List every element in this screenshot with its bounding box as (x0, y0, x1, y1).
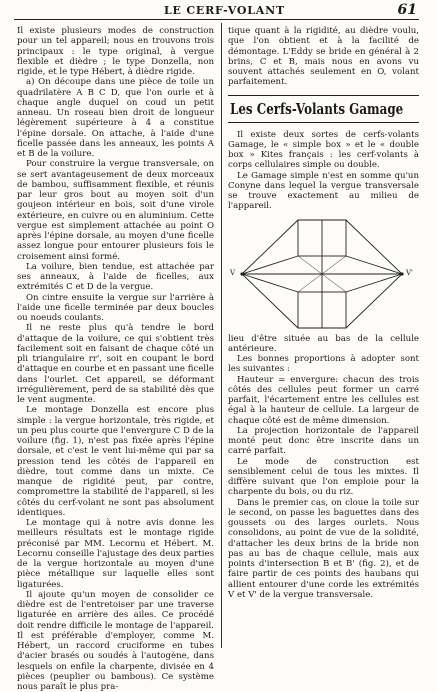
paragraph: Pour construire la vergue transversale, on se sert avantageusement de deux morceaux de bambou, suffisamment flexible, et réunis par leur gros bout au moyen soit d'un goujeon intérieur en bois, soit d'une virole extérieure, en cuivre ou en aluminium. Cette vergue est simplement attachée au point O après l'épine dorsale, au moyen d'une ficelle assez longue pour entourer plusieurs fois le croisement ainsi formé. (17, 159, 214, 262)
paragraph: Hauteur = envergure: chacun des trois côtés des cellules peut former un carré parfait, l'écartement entre les cellules est égal à la hauteur de cellule. La largeur de chaque côté est de même dimension. (228, 374, 419, 426)
paragraph: Le montage qui à notre avis donne les meilleurs résultats est le montage rigide préconisé par MM. Lecornu et Hébert. M. Lecornu conseille l'ajustage des deux parties de la vergue horizontale au moyen d'une pièce métallique sur laquelle elles sont ligaturées. (17, 518, 214, 590)
paragraph: Il ne reste plus qu'à tendre le bord d'attaque de la voilure, ce qui s'obtient très facilement soit en faisant de chaque côté un pli triangulaire rr', soit en coupant le bord d'attaque en courbe et en passant une ficelle dans l'ourlet. Cet appareil, se déformant irrégulièrement, perd de sa stabilité dès que le vent augmente. (17, 323, 214, 405)
bridle-line (346, 274, 402, 292)
column-divider (221, 23, 222, 648)
section-rule-top (228, 95, 419, 96)
paragraph: Il existe plusieurs modes de construction pour un tel appareil; nous en trouvons trois principaux : le type original, à vergue flexible et dièdre ; le type Donzella, non rigide, et le type Hébert, à dièdre rigide. (17, 26, 214, 77)
continuation-paragraph: tique quant à la rigidité, au dièdre voulu, que l'on obtient et à la facilité de démontage. L'Eddy se bride en général à 2 brins, C et B, mais nous en avons vu souvent attachés seulement en O, volant parfaitement. (228, 26, 419, 88)
section-rule-bottom (228, 122, 419, 123)
paragraph: Dans le premier cas, on cloue la toile sur le second, on passe les baguettes dans des goussets ou des larges ourlets. Nous consolidons, au point de vue de la solidité, d'attacher les deux brins de la bride non pas au bas de chaque cellule, mais aux points d'intersection B et B' (fig. 2), et de faire partir de ces points des haubans qui allient entourer d'une corde les extrémités V et V' de la vergue transversale. (228, 497, 419, 600)
right-column (228, 26, 419, 600)
paragraph: Le montage Donzella est encore plus simple : la vergue horizontale, très rigide, et un peu plus courte que l'envergure C D de la voilure (fig. 1), n'est pas fixée après l'épine dorsale, et c'est le vent lui-même qui par sa pression tend les côtés de l'appareil en dièdre, tout comme dans un mixte. Ce manque de rigidité peut, par contre, compromettre la stabilité de l'appareil, si les côtés du cerf-volant ne sont pas absolument identiques. (17, 405, 214, 518)
left-column (17, 26, 214, 692)
page-number: 61 (397, 2, 417, 18)
paragraph: Le Gamage simple n'est en somme qu'un Conyne dans lequel la vergue transversale se trouve exactement au milieu de l'appareil. (228, 170, 419, 212)
spar-end-point (240, 272, 243, 275)
bridle-line (242, 256, 298, 274)
spar-end-point (400, 272, 403, 275)
paragraph: lieu d'être située au bas de la cellule antérieure. (228, 333, 419, 354)
running-head (14, 3, 419, 19)
paragraph: a) On découpe dans une pièce de toile un quadrilatère A B C D, que l'on ourle et à chaque angle duquel on coud un petit anneau. Un roseau bien droit de longueur légèrement supérieure à 4 a constitue l'épine dorsale. On attache, à l'aide d'une ficelle passée dans les anneaux, les points A et B de la voilure. (17, 77, 214, 159)
running-title: LE CERF-VOLANT (164, 4, 285, 17)
header-rule (14, 19, 419, 20)
bridle-line (242, 274, 298, 292)
paragraph: Le mode de construction est sensiblement celui de tous les mixtes. Il diffère suivant que l'on emploie pour la charpente du bois, ou du riz. (228, 456, 419, 498)
figure-label-v: V (230, 268, 236, 277)
paragraph: On cintre ensuite la vergue sur l'arrière à l'aide une ficelle terminée par deux boucles ou noeuds coulants. (17, 292, 214, 323)
kite-diagram (228, 218, 419, 330)
bridle-line (346, 256, 402, 274)
section-title: Les Cerfs-Volants Gamage (230, 100, 404, 118)
paragraph: La voilure, bien tendue, est attachée par ses anneaux, à l'aide de ficelles, aux extrémités C et D de la vergue. (17, 261, 214, 293)
paragraph: Il existe deux sortes de cerfs-volants Gamage, le « simple box » et le « double box » Kites français : les cerf-volants à corps cellulaires simple ou double. (228, 129, 419, 171)
gamage-kite-figure (228, 218, 419, 330)
paragraph: Il ajoute qu'un moyen de consolider ce dièdre est de l'entretoiser par une traverse ligaturée en arrière des ailes. Ce procédé doit rendre difficile le montage de l'appareil. Il est préférable d'employer, comme M. Hébert, un raccord cruciforme en tubes d'acier brasés ou soudés à l'autogène, dans lesquels on enfile la charpente, divisée en 4 pièces (peuplier ou bambous). Ce système nous paraît le plus pra- (17, 589, 214, 692)
figure-label-v-prime: V' (406, 268, 413, 277)
paragraph: Les bonnes proportions à adopter sont les suivantes : (228, 354, 419, 375)
paragraph: La projection horizontale de l'appareil monté peut donc être inscrite dans un carré parfait. (228, 425, 419, 457)
